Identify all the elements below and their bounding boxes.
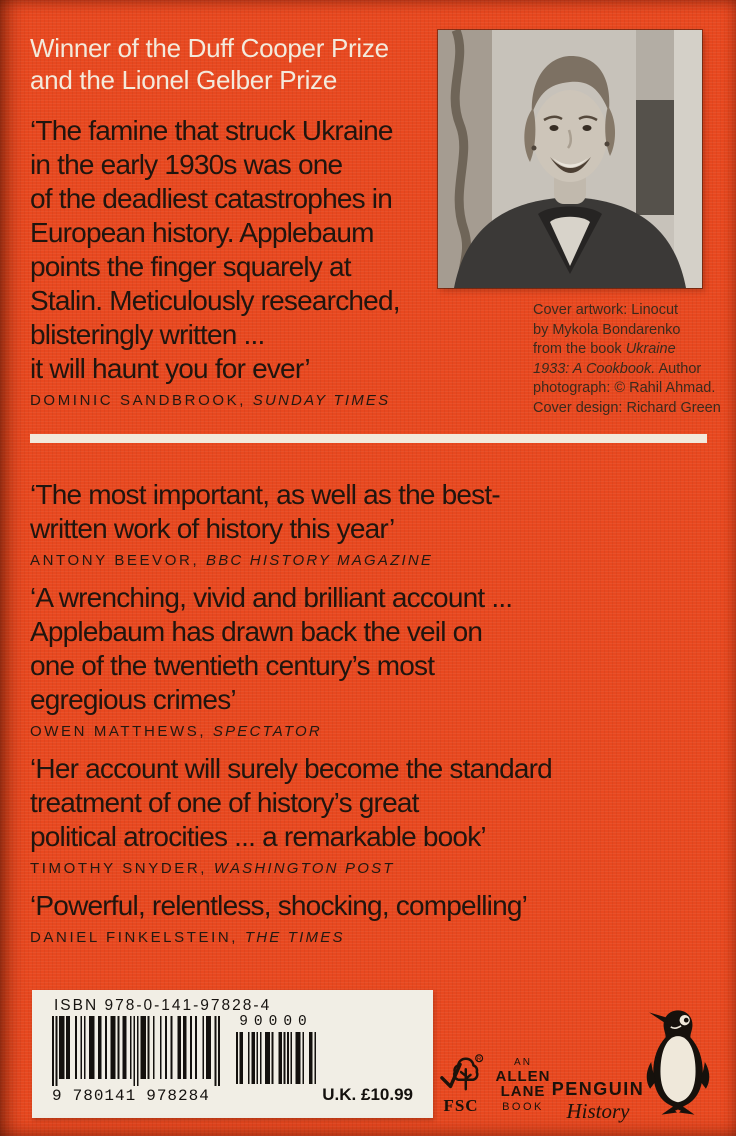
isbn-label: ISBN 978-0-141-97828-4	[54, 997, 272, 1014]
reviewer-name: ANTONY BEEVOR,	[30, 552, 200, 569]
supplement-barcode-bars	[236, 1032, 316, 1084]
reviewer-name: DOMINIC SANDBROOK,	[30, 392, 246, 409]
divider-rule	[30, 434, 707, 443]
photo-credits: Cover artwork: Linocut by Mykola Bondarenko from the book Ukraine 1933: A Cookbook. Author photograph: © Rahil Ahmad. Cover design: Richard Green	[533, 302, 721, 416]
quote-attribution	[30, 860, 706, 877]
publication-name: SUNDAY TIMES	[252, 392, 391, 409]
quote-block-bbc-history	[30, 478, 706, 569]
series-label: History	[566, 1099, 630, 1123]
quote-block-the-times	[30, 889, 706, 946]
reviewer-name: DANIEL FINKELSTEIN,	[30, 929, 239, 946]
publication-name: SPECTATOR	[212, 723, 322, 740]
quote-block-spectator	[30, 581, 706, 740]
quote-attribution	[30, 723, 706, 740]
supplement-barcode	[233, 1014, 319, 1084]
quote-attribution	[30, 552, 706, 569]
author-photo	[438, 30, 702, 288]
author-portrait-illustration	[438, 30, 702, 288]
reviewer-name: TIMOTHY SNYDER,	[30, 860, 208, 877]
svg-text:R: R	[477, 1056, 482, 1063]
supplement-digits: 90000	[239, 1014, 313, 1030]
quote-text: ‘A wrenching, vivid and brilliant account ... Applebaum has drawn back the veil on one of the twentieth century’s most egregious crimes’	[30, 582, 513, 715]
fsc-tree-icon	[438, 1053, 484, 1095]
quote-text: ‘Her account will surely become the standard treatment of one of history’s great political atrocities ... a remarkable book’	[30, 753, 552, 852]
quote-attribution	[30, 392, 460, 409]
quote-attribution	[30, 929, 706, 946]
barcode-panel	[32, 990, 433, 1118]
publication-name: WASHINGTON POST	[213, 860, 395, 877]
quote-text: ‘The most important, as well as the best- written work of history this year’	[30, 479, 500, 544]
award-text: Winner of the Duff Cooper Prize and the Lionel Gelber Prize	[30, 33, 389, 95]
ean-digits: 9 780141 978284	[52, 1087, 210, 1105]
fsc-wordmark: FSC	[443, 1096, 479, 1115]
publication-name: THE TIMES	[244, 929, 345, 946]
publication-name: BBC HISTORY MAGAZINE	[206, 552, 434, 569]
penguin-wordmark	[550, 1079, 646, 1123]
brand-name: PENGUIN	[551, 1079, 645, 1099]
quote-block-sunday-times	[30, 114, 460, 421]
allen-lane-imprint: AN ALLEN LANE BOOK	[495, 1057, 551, 1113]
reviewer-name: OWEN MATTHEWS,	[30, 723, 207, 740]
price-label: U.K. £10.99	[322, 1085, 413, 1104]
quote-text: ‘The famine that struck Ukraine in the early 1930s was one of the deadliest catastrophes in European history. Applebaum points the finger squarely at Stalin. Meticulously researched, blisteringly written ... it will haunt you for ever’	[30, 115, 400, 384]
penguin-logo-icon	[646, 1008, 710, 1118]
quote-block-washington-post	[30, 752, 706, 877]
fsc-logo	[436, 1053, 486, 1116]
review-quotes	[30, 478, 706, 958]
quote-text: ‘Powerful, relentless, shocking, compelling’	[30, 890, 528, 921]
ean-barcode-bars	[52, 1016, 220, 1086]
ean-barcode	[52, 1016, 222, 1112]
